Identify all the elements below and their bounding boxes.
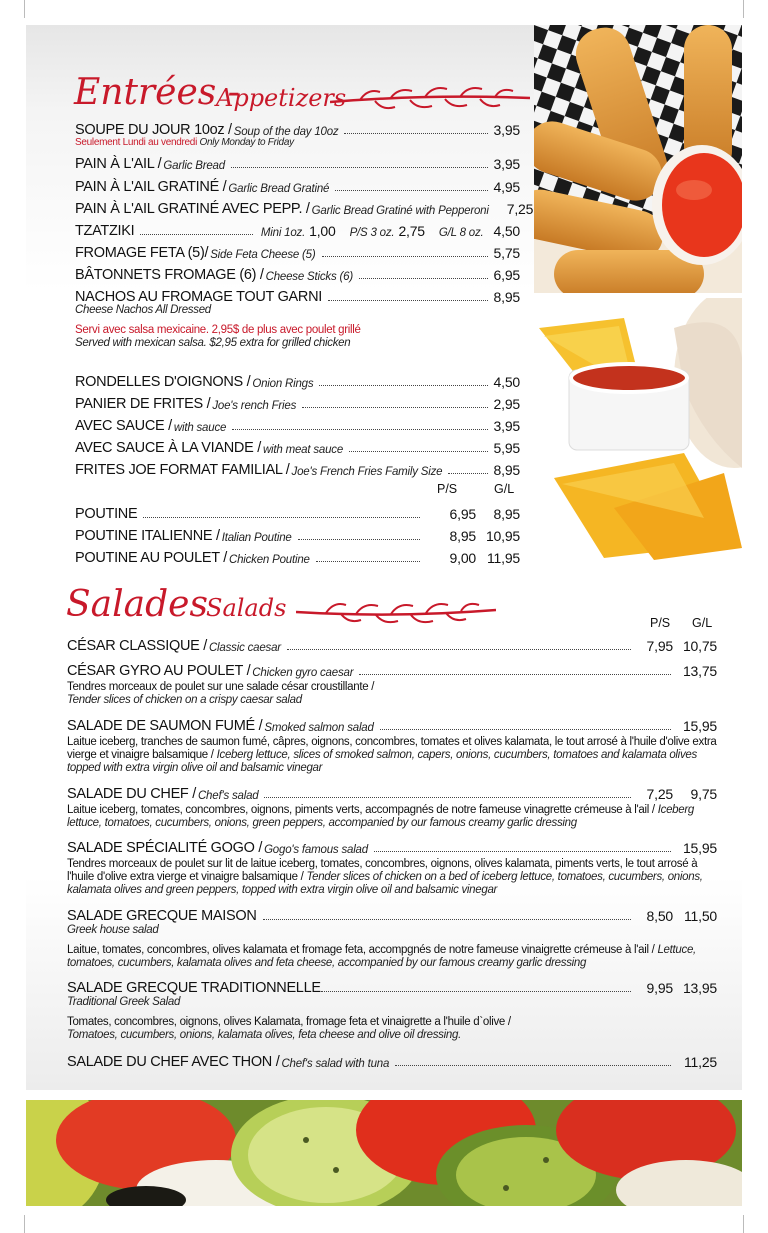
desc-en: Iceberg lettuce, tomatoes, cucumbers, onions, green peppers, accompanied by our famous creamy garlic dressing bbox=[67, 804, 694, 829]
size-header-ps: P/S bbox=[437, 482, 458, 496]
note-en: Only Monday to Friday bbox=[199, 137, 294, 148]
menu-item bbox=[67, 904, 717, 924]
leader-dots bbox=[328, 300, 488, 301]
item-price: 5,75 bbox=[493, 245, 520, 261]
item-name-en: Chef's salad bbox=[197, 790, 259, 802]
item-price: 4,95 bbox=[493, 179, 520, 195]
leader-dots bbox=[264, 797, 631, 798]
crop-mark bbox=[743, 0, 744, 18]
leader-dots bbox=[287, 649, 631, 650]
menu-item bbox=[67, 634, 717, 654]
menu-item bbox=[75, 524, 520, 544]
size-label: G/L 8 oz. bbox=[438, 227, 484, 239]
menu-item bbox=[75, 197, 534, 217]
item-name-en: Chef's salad with tuna bbox=[281, 1058, 390, 1070]
leader-dots bbox=[263, 919, 632, 920]
salads-title-fr: Salades bbox=[66, 584, 208, 625]
size-label: P/S 3 oz. bbox=[349, 227, 395, 239]
crop-mark bbox=[24, 0, 25, 18]
item-price-gl: 11,50 bbox=[684, 908, 717, 924]
menu-item bbox=[67, 976, 717, 996]
item-name-en: Chicken gyro caesar bbox=[252, 667, 354, 679]
item-description bbox=[67, 681, 717, 707]
desc-fr: Tomates, concombres, oignons, olives Kalamata, fromage feta et vinaigrette a l'huile d`olive / bbox=[67, 1016, 511, 1028]
item-price-gl: 15,95 bbox=[682, 718, 717, 734]
item-price: 5,95 bbox=[493, 440, 520, 456]
item-price: 4,50 bbox=[493, 223, 520, 239]
item-price-gl: 10,95 bbox=[485, 528, 520, 544]
item-price-ps: 7,25 bbox=[646, 786, 673, 802]
menu-item bbox=[67, 1050, 717, 1070]
item-name-fr: PAIN À L'AIL / bbox=[75, 156, 162, 172]
item-name-en: with meat sauce bbox=[262, 444, 344, 456]
desc-en: Tender slices of chicken on a crispy caesar salad bbox=[67, 694, 302, 706]
item-price-gl: 13,95 bbox=[682, 980, 717, 996]
item-name-en: Greek house salad bbox=[67, 924, 159, 936]
leader-dots bbox=[359, 674, 671, 675]
item-price: 3,95 bbox=[493, 122, 520, 138]
note-fr: Seulement Lundi au vendredi bbox=[75, 137, 197, 148]
item-name-en: Cheese Nachos All Dressed bbox=[75, 304, 211, 316]
item-name-fr: BÂTONNETS FROMAGE (6) / bbox=[75, 267, 264, 283]
item-price-ps: 9,00 bbox=[449, 550, 476, 566]
item-price: 1,00 bbox=[309, 223, 336, 239]
leader-dots bbox=[231, 167, 488, 168]
desc-en: Tomatoes, cucumbers, onions, kalamata olives, feta cheese and olive oil dressing. bbox=[67, 1029, 461, 1041]
size-header-gl: G/L bbox=[494, 482, 515, 496]
menu-item bbox=[67, 714, 717, 734]
desc-en: Lettuce, tomatoes, cucumbers, kalamata olives and feta cheese, accompanied by our famous creamy garlic dressing bbox=[67, 944, 696, 969]
size-label: Mini 1oz. bbox=[260, 227, 306, 239]
item-name-fr: RONDELLES D'OIGNONS / bbox=[75, 374, 251, 390]
item-name-fr: AVEC SAUCE / bbox=[75, 418, 172, 434]
item-name-fr: CÉSAR GYRO AU POULET / bbox=[67, 663, 251, 679]
menu-item bbox=[75, 370, 520, 390]
leader-dots bbox=[395, 1065, 671, 1066]
item-name-fr: AVEC SAUCE À LA VIANDE / bbox=[75, 440, 261, 456]
leader-dots bbox=[380, 729, 671, 730]
item-name-en: Garlic Bread Gratiné with Pepperoni bbox=[311, 205, 489, 217]
item-name-en: Joe's rench Fries bbox=[212, 400, 297, 412]
salads-title-en: Salads bbox=[206, 594, 287, 622]
leader-dots bbox=[321, 991, 631, 992]
leader-dots bbox=[322, 256, 488, 257]
desc-fr: Laitue iceberg, tranches de saumon fumé, câpres, oignons, concombres, tomates et olives kalamata, le tout arrosé à l'huile d'olive extra vierge et vinaigre balsamique / bbox=[67, 736, 717, 761]
item-price-ps: 8,50 bbox=[646, 908, 673, 924]
leader-dots bbox=[448, 473, 487, 474]
leader-dots bbox=[349, 451, 488, 452]
menu-item bbox=[75, 241, 520, 261]
size-header-gl: G/L bbox=[692, 616, 713, 630]
size-header-ps: P/S bbox=[650, 616, 671, 630]
item-price: 3,95 bbox=[493, 418, 520, 434]
menu-item bbox=[67, 836, 717, 856]
item-name-fr: PAIN À L'AIL GRATINÉ AVEC PEPP. / bbox=[75, 201, 310, 217]
leader-dots bbox=[302, 407, 487, 408]
desc-fr: Laitue, tomates, concombres, olives kalamata et fromage feta, accompgnés de notre fameuse vinaigrette crémeuse à l'ail / bbox=[67, 944, 655, 956]
item-note bbox=[75, 304, 211, 317]
item-price-gl: 11,25 bbox=[684, 1054, 717, 1070]
crop-mark bbox=[24, 1215, 25, 1233]
item-price-gl: 11,95 bbox=[487, 550, 520, 566]
leader-dots bbox=[335, 190, 487, 191]
item-name-en: Gogo's famous salad bbox=[264, 844, 368, 856]
item-name-fr: POUTINE AU POULET / bbox=[75, 550, 227, 566]
item-name-en: Cheese Sticks (6) bbox=[265, 271, 353, 283]
desc-en: Iceberg lettuce, slices of smoked salmon, capers, onions, cucumbers, tomatoes and kalamata olives topped with extra virgin olive oil and balsamic vinegar bbox=[67, 749, 697, 774]
leader-dots bbox=[143, 517, 420, 518]
item-price-ps: 7,95 bbox=[646, 638, 673, 654]
item-name-fr: PAIN À L'AIL GRATINÉ / bbox=[75, 179, 227, 195]
item-description bbox=[67, 996, 722, 1009]
item-name-fr: FRITES JOE FORMAT FAMILIAL / bbox=[75, 462, 290, 478]
item-name-en: Chicken Poutine bbox=[228, 554, 310, 566]
item-name-en: with sauce bbox=[173, 422, 227, 434]
leader-dots bbox=[316, 561, 420, 562]
menu-item bbox=[75, 502, 520, 522]
item-description bbox=[67, 944, 722, 970]
desc-en: Tender slices of chicken on a bed of iceberg lettuce, tomatoes, cucumbers, onions, kalamata olives and green peppers, topped with extra virgin olive oil and balsamic vinegar bbox=[67, 871, 703, 896]
item-price-ps: 6,95 bbox=[449, 506, 476, 522]
salad-photo bbox=[26, 1100, 742, 1206]
item-name-en: Side Feta Cheese (5) bbox=[210, 249, 316, 261]
menu-item bbox=[75, 392, 520, 412]
item-name-fr: SALADE SPÉCIALITÉ GOGO / bbox=[67, 840, 263, 856]
menu-item bbox=[75, 219, 520, 239]
desc-fr: Laitue iceberg, tomates, concombres, oignons, piments verts, accompagnés de notre fameuse vinagrette crémeuse à l'ail / bbox=[67, 804, 655, 816]
item-name-en: Garlic Bread Gratiné bbox=[228, 183, 330, 195]
item-price: 3,95 bbox=[493, 156, 520, 172]
menu-item bbox=[75, 436, 520, 456]
menu-item bbox=[75, 152, 520, 172]
menu-item bbox=[75, 118, 520, 138]
item-price: 4,50 bbox=[493, 374, 520, 390]
note-fr: Servi avec salsa mexicaine. 2,95$ de plus avec poulet grillé bbox=[75, 324, 361, 336]
appetizers-title-fr: Entrées - bbox=[74, 72, 240, 113]
crop-mark bbox=[743, 1215, 744, 1233]
item-note bbox=[75, 136, 294, 149]
item-price-gl: 10,75 bbox=[682, 638, 717, 654]
item-name-fr: POUTINE ITALIENNE / bbox=[75, 528, 220, 544]
item-price-gl: 15,95 bbox=[682, 840, 717, 856]
vine-ornament bbox=[330, 84, 530, 112]
leader-dots bbox=[359, 278, 488, 279]
item-description bbox=[67, 736, 722, 775]
item-name-fr: SALADE DU CHEF AVEC THON / bbox=[67, 1054, 280, 1070]
item-name-en: Italian Poutine bbox=[221, 532, 292, 544]
leader-dots bbox=[232, 429, 487, 430]
item-name-en: Garlic Bread bbox=[163, 160, 225, 172]
menu-item bbox=[75, 458, 520, 478]
menu-item bbox=[75, 263, 520, 283]
item-name-fr: PANIER DE FRITES / bbox=[75, 396, 211, 412]
item-name-fr: SOUPE DU JOUR 10oz / bbox=[75, 122, 232, 138]
item-price: 8,95 bbox=[493, 289, 520, 305]
item-name-en: Joe's French Fries Family Size bbox=[291, 466, 443, 478]
item-name-en: Classic caesar bbox=[208, 642, 281, 654]
item-name-fr: TZATZIKI bbox=[75, 223, 135, 239]
item-name-fr: SALADE DU CHEF / bbox=[67, 786, 196, 802]
item-price: 2,95 bbox=[493, 396, 520, 412]
appetizers-title-en: Appetizers bbox=[216, 84, 347, 112]
item-name-fr: SALADE GRECQUE MAISON bbox=[67, 908, 257, 924]
item-description bbox=[67, 858, 722, 897]
item-description bbox=[67, 804, 722, 830]
item-price-gl: 13,75 bbox=[682, 663, 717, 679]
item-price-ps: 8,95 bbox=[449, 528, 476, 544]
leader-dots bbox=[374, 851, 671, 852]
menu-item bbox=[67, 782, 717, 802]
item-name-fr: FROMAGE FETA (5)/ bbox=[75, 245, 209, 261]
leader-dots bbox=[298, 539, 420, 540]
leader-dots bbox=[344, 133, 487, 134]
item-name-en: Traditional Greek Salad bbox=[67, 996, 181, 1008]
desc-fr: Tendres morceaux de poulet sur lit de laitue iceberg, tomates, concombres, oignons, olives kalamata, piments verts, le tout arrosé à l'huile d'olive extra vierge et vinaigre balsamique / bbox=[67, 858, 698, 883]
item-name-fr: CÉSAR CLASSIQUE / bbox=[67, 638, 207, 654]
item-price-gl: 9,75 bbox=[690, 786, 717, 802]
nachos-photo bbox=[534, 298, 742, 566]
item-name-en: Onion Rings bbox=[252, 378, 314, 390]
item-name-fr: SALADE GRECQUE TRADITIONNELLE bbox=[67, 980, 321, 996]
item-name-fr: SALADE DE SAUMON FUMÉ / bbox=[67, 718, 263, 734]
item-name-fr: POUTINE bbox=[75, 506, 138, 522]
note-en: Served with mexican salsa. $2,95 extra for grilled chicken bbox=[75, 337, 351, 349]
cheese-sticks-photo bbox=[534, 25, 742, 293]
menu-item bbox=[75, 285, 520, 305]
item-name-fr: NACHOS AU FROMAGE TOUT GARNI bbox=[75, 289, 322, 305]
item-price: 6,95 bbox=[493, 267, 520, 283]
item-description bbox=[67, 1016, 722, 1042]
vine-ornament bbox=[296, 598, 496, 626]
menu-item bbox=[75, 546, 520, 566]
menu-item bbox=[75, 175, 520, 195]
item-name-en: Smoked salmon salad bbox=[264, 722, 374, 734]
item-price: 2,75 bbox=[398, 223, 425, 239]
item-description bbox=[67, 924, 722, 937]
item-price: 7,25 bbox=[506, 201, 534, 217]
menu-item bbox=[67, 659, 717, 679]
menu-item bbox=[75, 414, 520, 434]
item-price-ps: 9,95 bbox=[646, 980, 673, 996]
item-price: 8,95 bbox=[493, 462, 520, 478]
leader-dots bbox=[319, 385, 487, 386]
desc-fr: Tendres morceaux de poulet sur une salade césar croustillante / bbox=[67, 681, 375, 693]
item-price-gl: 8,95 bbox=[493, 506, 520, 522]
item-note bbox=[75, 324, 361, 350]
item-name-en: Soup of the day 10oz bbox=[233, 126, 339, 138]
leader-dots bbox=[140, 234, 253, 235]
